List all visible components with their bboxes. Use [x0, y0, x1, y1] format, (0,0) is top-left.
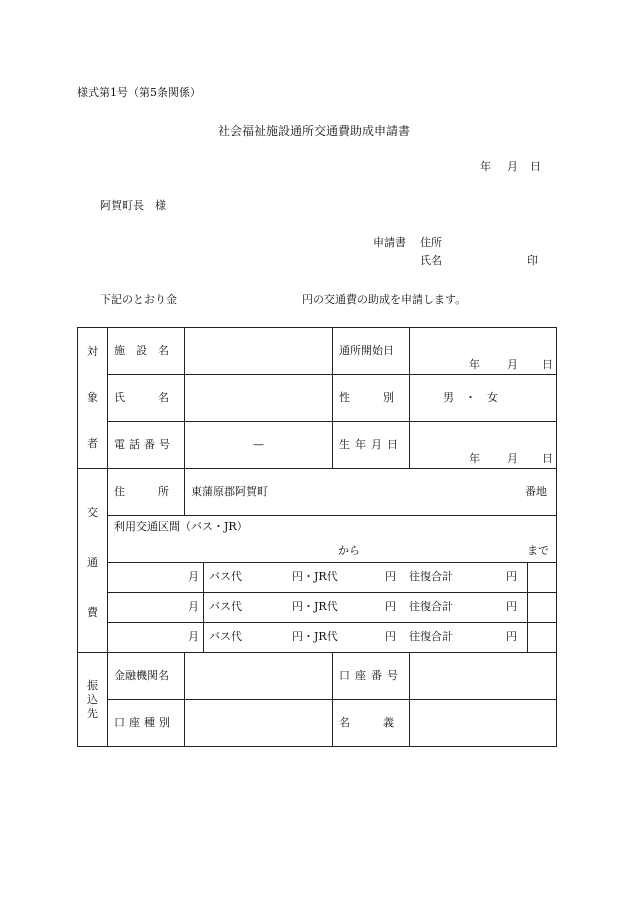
- person-name-field[interactable]: [185, 375, 333, 422]
- request-suffix: 円の交通費の助成を申請します。: [302, 293, 467, 306]
- person-name-label: 氏 名: [108, 375, 185, 422]
- birth-date-label: 生年月日: [333, 422, 410, 469]
- name-label: 氏名: [420, 254, 442, 267]
- transfer-side-label: 振 込 先: [78, 653, 108, 747]
- date-month: 月: [507, 160, 518, 173]
- route-field[interactable]: 利用交通区間（バス・JR） から まで: [108, 516, 557, 563]
- request-prefix: 下記のとおり金: [100, 293, 177, 306]
- addressee: 阿賀町長 様: [100, 199, 166, 212]
- sex-field[interactable]: 男 ・ 女: [410, 375, 557, 422]
- phone-label: 電話番号: [108, 422, 185, 469]
- facility-name-label: 施 設 名: [108, 328, 185, 375]
- fare-row[interactable]: 月 バス代 円・JR代 円 往復合計 円: [108, 563, 557, 593]
- sex-label: 性 別: [333, 375, 410, 422]
- start-date-label: 通所開始日: [333, 328, 410, 375]
- account-holder-label: 名 義: [333, 700, 410, 747]
- facility-name-field[interactable]: [185, 328, 333, 375]
- date-day: 日: [530, 160, 541, 173]
- target-side-label: 対 象 者: [78, 328, 108, 469]
- applicant-label: 申請書: [373, 236, 406, 249]
- account-number-label: 口座番号: [333, 653, 410, 700]
- bank-name-label: 金融機関名: [108, 653, 185, 700]
- form-number: 様式第1号（第5条関係）: [77, 86, 201, 99]
- start-date-field[interactable]: 年 月 日: [410, 328, 557, 375]
- fare-row[interactable]: 月 バス代 円・JR代 円 往復合計 円: [108, 593, 557, 623]
- account-number-field[interactable]: [410, 653, 557, 700]
- birth-date-field[interactable]: 年 月 日: [410, 422, 557, 469]
- seal-mark: 印: [527, 254, 538, 267]
- fare-row[interactable]: 月 バス代 円・JR代 円 往復合計 円: [108, 623, 557, 653]
- phone-field[interactable]: —: [185, 422, 333, 469]
- address-label: 住所: [420, 236, 442, 249]
- transport-side-label: 交 通 費: [78, 469, 108, 653]
- bank-name-field[interactable]: [185, 653, 333, 700]
- transport-address-field[interactable]: 東蒲原郡阿賀町 番地: [185, 469, 557, 516]
- account-type-field[interactable]: [185, 700, 333, 747]
- page-title: 社会福祉施設通所交通費助成申請書: [218, 124, 411, 138]
- date-year: 年: [480, 160, 491, 173]
- account-holder-field[interactable]: [410, 700, 557, 747]
- account-type-label: 口座種別: [108, 700, 185, 747]
- transport-address-label: 住 所: [108, 469, 185, 516]
- application-table: [77, 327, 557, 747]
